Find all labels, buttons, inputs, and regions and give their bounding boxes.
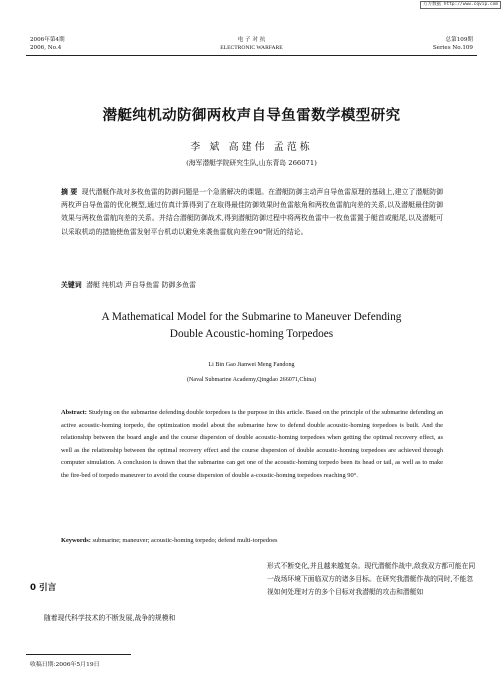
authors-cn: 李 斌 高建伟 孟范栋 [190,142,313,153]
header-series-cn: 总第109期 [445,37,473,43]
authors-en: Li Bin Gao Jianwei Meng Fandong [208,362,295,368]
header-series-en: Series No.109 [432,45,473,51]
keywords-text-cn: 潜艇 纯机动 声自导鱼雷 防御多鱼雷 [86,281,196,289]
header-issue-en: 2006, No.4 [30,45,62,51]
header-rule [26,55,477,56]
paper-title-en [0,309,503,343]
keywords-label-en: Keywords: [61,537,91,544]
paper-title-cn: 潜艇纯机动防御两枚声自导鱼雷数学模型研究 [102,108,401,124]
abstract-cn [61,186,443,239]
abstract-label-en: Abstract: [61,409,87,416]
abstract-label-cn: 摘 要 [61,188,78,196]
header-issue-cn: 2006年第4期 [30,37,65,43]
body-text-right: 形式不断变化,并且越来越复杂。现代潜艇作战中,敌我双方都可能在同一战场环境下面临双方的诸多目标。在研究我潜艇作战的同时,不能忽视如何处理对方的多个目标对我潜艇的攻击和潜艇如 [267,562,476,597]
abstract-text-cn: 现代潜艇作战对多枚鱼雷的防御问题是一个急需解决的课题。在潜艇防御主动声自导鱼雷原理的基础上,建立了潜艇防御两枚声自导鱼雷的优化模型,通过仿真计算得到了在取得最佳防御效果时鱼雷舷角和两枚鱼雷航向差的关系,以及潜艇最佳防御效果与两枚鱼雷航向差的关系。并结合潜艇防御战术,得到潜艇防御过程中将两枚鱼雷中一枚鱼雷置于艇首或艇尾,以及潜艇可以采取机动的措施使鱼雷发射平台机动以避免来袭鱼雷航向差在90°附近的结论。 [61,188,443,236]
body-text-left: 随着现代科学技术的不断发展,战争的规模和 [44,614,176,622]
keywords-cn [61,279,196,289]
paper-title-en-line1: A Mathematical Model for the Submarine to Maneuver Defending [101,311,402,323]
keywords-text-en: submarine; maneuver; acoustic-homing torpedo; defend multi-torpedoes [92,537,278,544]
abstract-en [61,407,443,483]
section-title-intro: 0 引言 [30,583,57,593]
abstract-text-en: Studying on the submarine defending double torpedoes is the purpose in this article. Based on the principle of the submarine defending an active acoustic-homing torpedo, the optimization model about the submarine how to defend double acoustic-homing torpedoes is built. And the relationship between the board angle and the course dispersion of double acoustic-homing torpedoes when getting the optimal recovery effect, as well as the relationship between the optimal recovery effect and the course dispersion of double acoustic-homing torpedoes are achieved through computer simulation. A conclusion is drawn that the submarine can get one of the acoustic-homing torpedo been its head or tail, as well as to make the fire-bed of torpedo maneuver to avoid the course dispersion of double a-coustic-homing torpedoes reaching 90°. [61,409,443,479]
footnote-rule [26,654,131,655]
watermark-stamp: 万方数据 http://www.cqvip.com [420,1,501,9]
footnote-received-date: 收稿日期:2006年5月19日 [30,662,100,668]
header-journal-cn: 电 子 对 抗 [237,37,266,43]
header-journal-en: ELECTRONIC WARFARE [220,45,283,51]
affiliation-en: (Naval Submarine Academy,Qingdao 266071,China) [186,377,317,383]
keywords-en [61,537,278,544]
keywords-label-cn: 关键词 [61,281,82,289]
paper-title-en-line2: Double Acoustic-homing Torpedoes [169,328,334,340]
affiliation-cn: (海军潜艇学院研究生队,山东青岛 266071) [186,159,317,167]
